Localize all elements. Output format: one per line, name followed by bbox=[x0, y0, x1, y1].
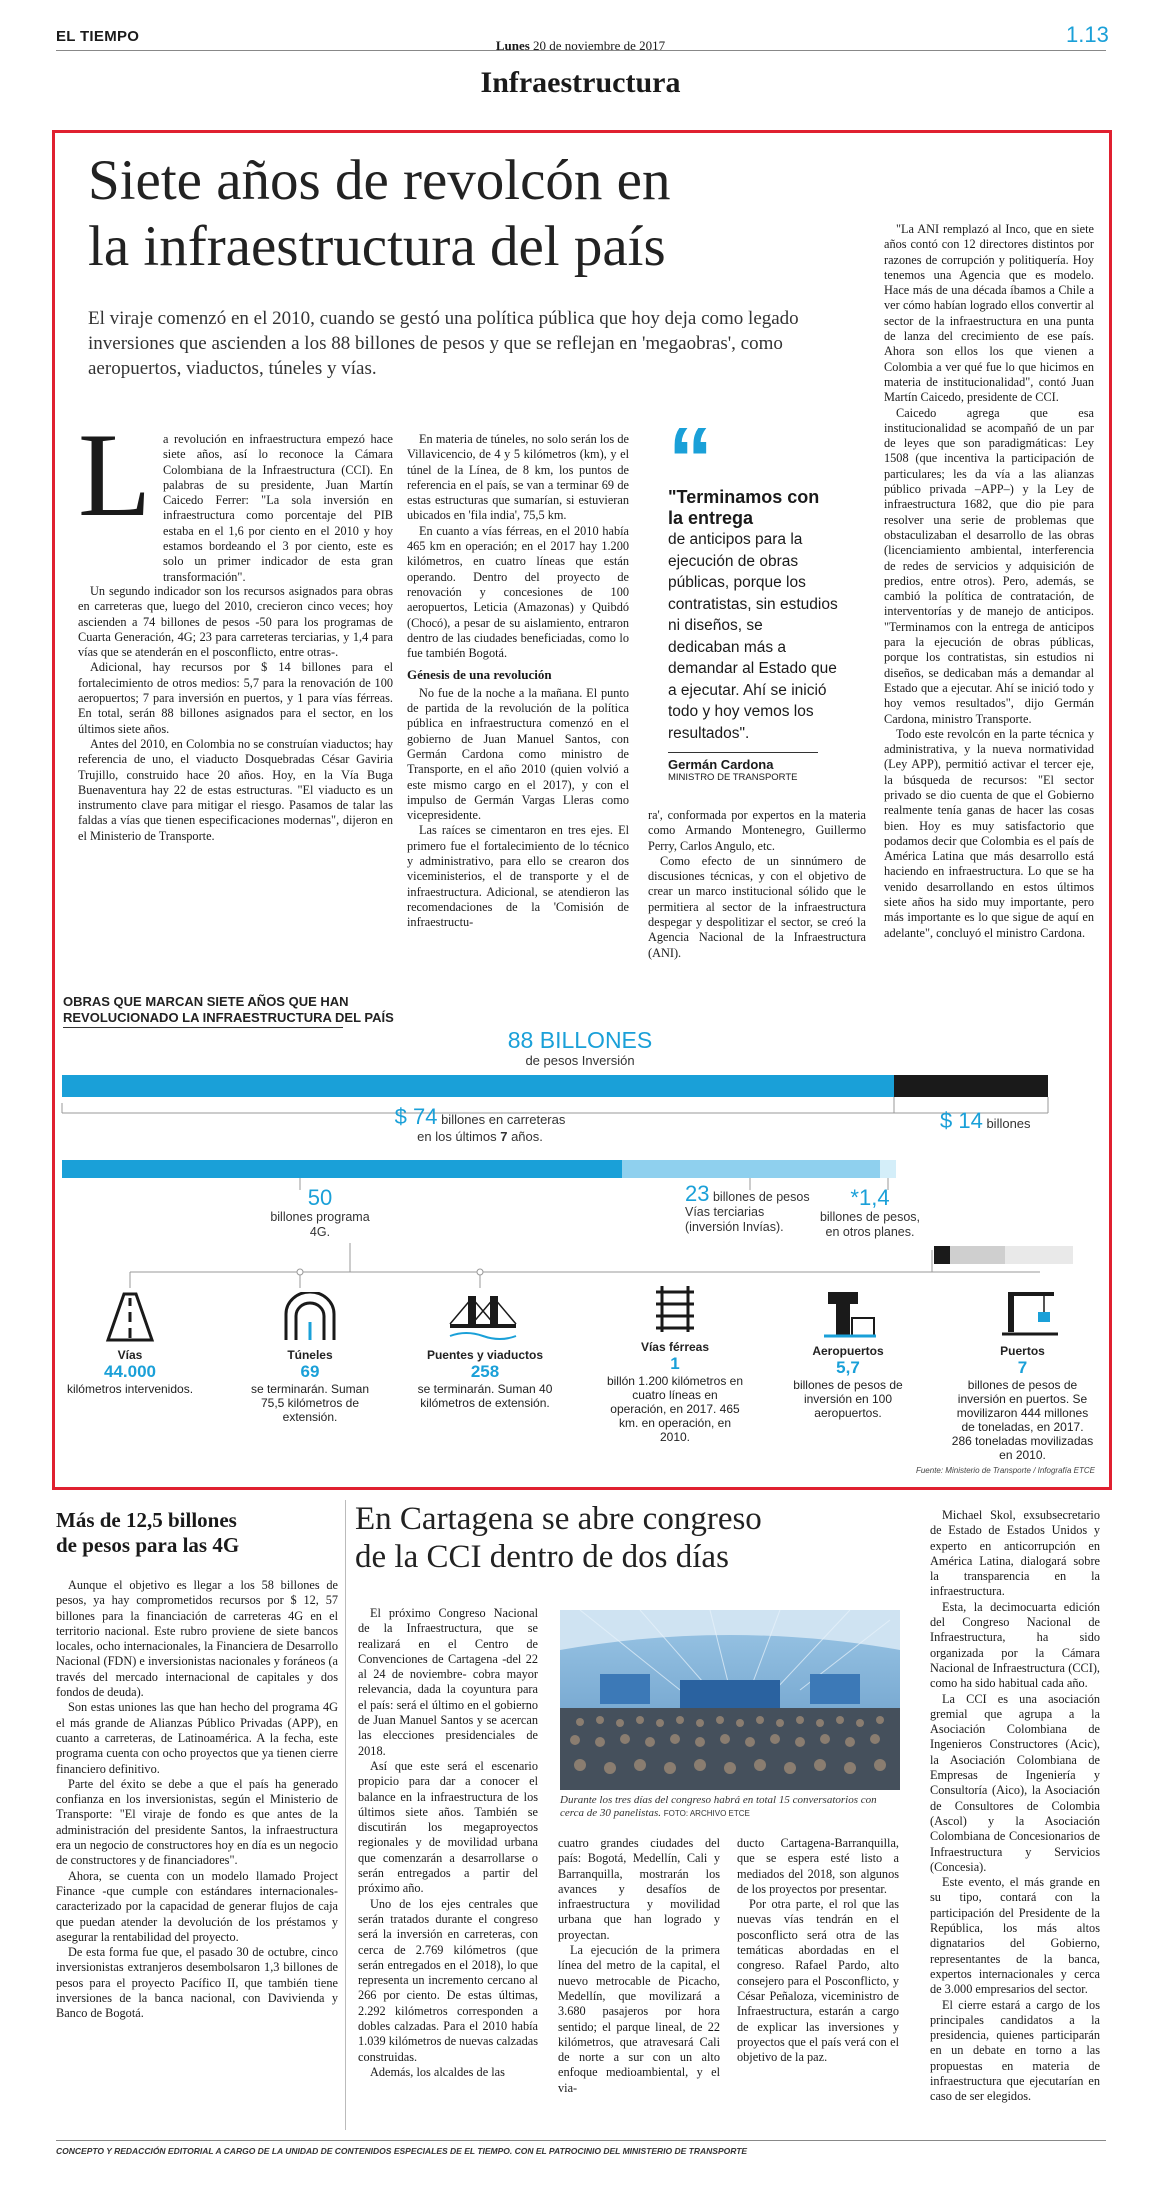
footer-credit: CONCEPTO Y REDACCIÓN EDITORIAL A CARGO DE LA UNIDAD DE CONTENIDOS ESPECIALES DE EL TIEMPO. CON EL PATROCINIO DEL MINISTERIO DE TRANSPORTE bbox=[56, 2146, 748, 2156]
main-col3-para: ra', conformada por expertos en la materia como Armando Montenegro, Guillermo Perry, Carlos Angulo, etc. bbox=[648, 808, 866, 853]
item-puertos bbox=[950, 1344, 1095, 1462]
main-col2-para: No fue de la noche a la mañana. El punto de partida de la revolución de la política pública en infraestructura comenzó en el gobierno de Juan Manuel Santos, con Germán Cardona como ministro de Transporte, en el año 2010 (quien volvió a este mismo cargo en el 2017), y con el impulso de Germán Vargas Lleras como vicepresidente. bbox=[407, 685, 629, 823]
congress-headline bbox=[355, 1500, 915, 1576]
side-para: Aunque el objetivo es llegar a los 58 billones de pesos, ya hay comprometidos recursos por $ 12, 57 billones para la financiación de carreteras 4G en el territorio nacional. Este rubro proviene de siete bancos locales, ocho internacionales, la Financiera de Desarrollo Nacional (FDN) e inversionistas nacionales y foráneos (a través del mercado internacional de capitales y dos fondos de deuda). bbox=[56, 1578, 338, 1700]
roads-label-2a: en los últimos bbox=[417, 1129, 501, 1144]
item-puentes-title: Puentes y viaductos bbox=[426, 1348, 544, 1362]
main-col2-para: En materia de túneles, no solo serán los de Villavicencio, de 4 y 5 kilómetros (km), y el túnel de la Línea, de 8 km, los puntos de referencia en el país, se van a terminar 69 de estas estructuras que sumarían, si estuvieran ubicados en 'fila india', 75,5 km. bbox=[407, 432, 629, 523]
bar-otros-planes bbox=[880, 1160, 896, 1178]
side-para: Ahora, se cuenta con un modelo llamado Project Finance -que cumple con estándares internacionales- caracterizado por la capacidad de generar flujos de caja que puedan atender la devolución de los préstamos y asegurar la rentabilidad del proyecto. bbox=[56, 1868, 338, 1944]
main-col4-para: "La ANI remplazó al Inco, que en siete años contó con 12 directores distintos por razones de corrupción y politiquería. Hoy tenemos una Agencia que es modelo. Hace más de una década íbamos a Chile a ver cómo habían logrado ellos convertir al sector de la infraestructura en una punta de lanza del crecimiento de ese país. Ahora son ellos los que vienen a Colombia a ver qué fue lo que hicimos en materia de institucionalidad", contó Juan Martín Caicedo, presidente de CCI. bbox=[884, 222, 1094, 405]
side-headline bbox=[56, 1508, 336, 1558]
breakdown-terciarias-value: 23 bbox=[685, 1181, 710, 1206]
pull-quote bbox=[668, 410, 838, 783]
side-headline-line-2: de pesos para las 4G bbox=[56, 1533, 240, 1557]
item-tuneles-text: se terminarán. Suman 75,5 kilómetros de extensión. bbox=[250, 1382, 370, 1424]
congress-col1-para: Además, los alcaldes de las bbox=[370, 2064, 505, 2079]
main-col2-subhead: Génesis de una revolución bbox=[407, 667, 552, 683]
infographic-title-rule bbox=[63, 1027, 343, 1028]
section-title: Infraestructura bbox=[480, 66, 681, 99]
bar-others-dark bbox=[934, 1246, 950, 1264]
congress-col1-para: Así que este será el escenario propicio para dar a conocer el balance en la infraestructura de los últimos siete años. También se discutirán los megaproyectos regionales y de movilidad urbana que comenzarán a desarrollarse o serán entregados a partir del próximo año. bbox=[358, 1758, 538, 1896]
breakdown-otros bbox=[815, 1186, 925, 1240]
side-column bbox=[56, 1578, 338, 2022]
congress-col3-para: ducto Cartagena-Barranquilla, que se espera esté listo a mediados del 2018, son algunos de los proyectos por presentar. bbox=[737, 1836, 899, 1896]
road-icon bbox=[100, 1292, 160, 1342]
side-para: Parte del éxito se debe a que el país ha generado confianza en los inversionistas, según el Ministerio de Transporte: "El viraje de fondo es que antes de la administración del presidente Santos, la infraestructura era un negocio de constructores hoy en día es un negocio de constructores y de financiadores". bbox=[56, 1776, 338, 1868]
breakdown-4g-value: 50 bbox=[307, 1185, 333, 1210]
main-col3-para: Como efecto de un sinnúmero de discusiones técnicas, y con el objetivo de crear un marco institucional sólido que le permitiera al sector de la infraestructura despegar y despolitizar el sector, se creó la Agencia Nacional de la Infraestructura (ANI). bbox=[648, 853, 866, 960]
quote-role: MINISTRO DE TRANSPORTE bbox=[668, 772, 798, 783]
main-headline-line-2: la infraestructura del país bbox=[88, 215, 666, 278]
item-vias-value: 44.000 bbox=[104, 1362, 156, 1381]
breakdown-otros-value: *1,4 bbox=[850, 1185, 890, 1210]
others-total bbox=[940, 1108, 1031, 1134]
item-puertos-title: Puertos bbox=[1000, 1344, 1045, 1358]
roads-total bbox=[330, 1104, 630, 1145]
congress-column-2 bbox=[558, 1836, 720, 2096]
newspaper-logo: EL TIEMPO bbox=[56, 28, 140, 45]
main-col4-para: Caicedo agrega que esa institucionalidad se acompañó de un par de leyes que son paradigmáticas: Ley 1508 (que incentiva la participación de particulares; les da vía a las alianzas público privada –APP–) y la Ley de infraestructura 1682, que dio pie para resolver una serie de problemas que obstaculizaban el desarrollo de las obras (licenciamiento ambiental, interferencia de redes de servicios y adquisición de predios, entre otros). Pero, además, se cambió la política de contratación, de interventorías y de manejo de anticipos. "Terminamos con la entrega de anticipos para la ejecución de obras públicas, porque los contratistas, sin estudios ni diseños, se dedicaban más a demandar al Estado que a ejecutar. Ahí se inició todo y hoy vemos resultados", dijo Germán Cardona, ministro Transporte. bbox=[884, 405, 1094, 726]
congress-col2-para: cuatro grandes ciudades del país: Bogotá, Medellín, Cali y Barranquilla, mostrarán los avances y desafíos de infraestructura y movilidad urbana que han logrado y proyectan. bbox=[558, 1836, 720, 1942]
quote-lead: "Terminamos con la entrega bbox=[668, 487, 820, 528]
date-day: Lunes bbox=[495, 38, 530, 53]
main-column-3 bbox=[648, 808, 866, 961]
roads-years: 7 bbox=[500, 1129, 508, 1144]
main-column-1-cont bbox=[78, 584, 393, 844]
quote-author: Germán Cardona bbox=[668, 757, 774, 772]
roads-value: $ 74 bbox=[394, 1104, 438, 1129]
item-tuneles bbox=[245, 1348, 375, 1424]
photo-credit: FOTO: ARCHIVO ETCE bbox=[663, 1809, 750, 1818]
photo-caption bbox=[560, 1794, 900, 1820]
infographic-title-line-2: REVOLUCIONADO LA INFRAESTRUCTURA DEL PAÍS bbox=[63, 1010, 394, 1025]
bar-4g bbox=[62, 1160, 622, 1178]
congress-col4-para: Este evento, el más grande en su tipo, contará con la participación del Presidente de la República, los más altos dignatarios del Gobierno, representantes de la banca, expertos internacionales y cerca de 3.000 empresarios del sector. bbox=[930, 1875, 1100, 1997]
congress-photo bbox=[560, 1610, 900, 1790]
congress-col3-para: Por otra parte, el rol que las nuevas vías tendrán en el posconflicto será otra de las temáticas abordadas en el congreso. Rafael Pardo, alto consejero para el Posconflicto, y César Peñaloza, viceministro de Infraestructura, estarán a cargo de explicar las inversiones y proyectos que el país verá con el objetivo de la paz. bbox=[737, 1897, 899, 2065]
congress-col2-para: La ejecución de la primera línea del metro de la capital, el nuevo metrocable de Picacho, Medellín, que movilizará a 3.680 pasajeros por hora sentido; el parque lineal, de 22 kilómetros, que atravesará Cali de norte a sur con un alto enfoque medioambiental, y el via- bbox=[558, 1943, 720, 2095]
item-puertos-value: 7 bbox=[1017, 1358, 1028, 1377]
item-puentes-value: 258 bbox=[470, 1362, 500, 1381]
item-puertos-text: billones de pesos de inversión en puertos. Se movilizaron 444 millones de toneladas, en 2017. 286 toneladas movilizadas en 2010. bbox=[951, 1378, 1094, 1462]
item-ferreas-text: billón 1.200 kilómetros en cuatro líneas en operación, en 2017. 465 km. en operación, en 2010. bbox=[606, 1374, 744, 1444]
congress-column-1 bbox=[358, 1606, 538, 2080]
drop-cap: L bbox=[78, 408, 152, 541]
item-ferreas-title: Vías férreas bbox=[640, 1340, 710, 1354]
main-column-4 bbox=[884, 222, 1094, 941]
item-puentes-text: se terminarán. Suman 40 kilómetros de extensión. bbox=[417, 1382, 553, 1410]
item-vias-text: kilómetros intervenidos. bbox=[66, 1382, 194, 1396]
breakdown-terciarias-label: billones de pesos Vías terciarias (inversión Invías). bbox=[685, 1190, 810, 1234]
congress-column-3 bbox=[737, 1836, 899, 2065]
item-aeropuertos-text: billones de pesos de inversión en 100 aeropuertos. bbox=[793, 1378, 903, 1420]
railway-icon bbox=[650, 1284, 700, 1334]
congress-headline-line-1: En Cartagena se abre congreso bbox=[355, 1501, 762, 1537]
main-col1-para: a revolución en infraestructura empezó hace siete años, así lo reconoce la Cámara Colombiana de la Infraestructura (CCI). En palabras de su presidente, Juan Martín Caicedo Ferrer: "La sola inversión en infraestructura como porcentaje del PIB estaba en el 1,6 por ciento en el 2010 y hoy estamos bordeando el 3 por ciento, este es solo un primer indicador de esta gran transformación". bbox=[163, 432, 393, 584]
item-ferreas-value: 1 bbox=[670, 1354, 680, 1373]
date-rest: 20 de noviembre de 2017 bbox=[533, 38, 666, 53]
port-crane-icon bbox=[1000, 1288, 1060, 1338]
bar-terciarias bbox=[622, 1160, 880, 1178]
infographic-title bbox=[63, 994, 394, 1026]
total-bar-others bbox=[894, 1075, 1048, 1097]
breakdown-4g bbox=[265, 1186, 375, 1240]
bar-puertos bbox=[1005, 1246, 1073, 1264]
total-bar-roads bbox=[62, 1075, 894, 1097]
page-number: 1.13 bbox=[1066, 22, 1109, 47]
quote-mark-icon: “ bbox=[668, 410, 713, 510]
congress-col4-para: Michael Skol, exsubsecretario de Estado de Estados Unidos y experto en anticorrupción en América Latina, dialogará sobre la transparencia en la infraestructura. bbox=[930, 1508, 1100, 1599]
tunnel-icon bbox=[280, 1292, 340, 1342]
item-vias-ferreas bbox=[605, 1340, 745, 1444]
bridge-icon bbox=[448, 1292, 518, 1342]
item-tuneles-title: Túneles bbox=[287, 1348, 333, 1362]
congress-column-4 bbox=[930, 1508, 1100, 2105]
side-para: De esta forma fue que, el pasado 30 de octubre, cinco inversionistas extranjeros desembolsaron 1,3 billones de pesos para el proyecto Pacífico II, que también tiene inversiones de la banca nacional, con Davivienda y Banco de Bogotá. bbox=[56, 1945, 338, 2021]
airport-tower-icon bbox=[818, 1288, 878, 1340]
issue-date bbox=[0, 38, 1161, 54]
side-headline-line-1: Más de 12,5 billones bbox=[56, 1508, 237, 1532]
main-col1-para: Adicional, hay recursos por $ 14 billones para el fortalecimiento de otros medios: 5,7 para la renovación de 100 aeropuertos; 7 para inversión en puertos, y 1 para vías férreas. En total, serán 88 billones asignados para el sector, en los últimos siete años. bbox=[78, 660, 393, 736]
total-label: de pesos Inversión bbox=[525, 1053, 635, 1068]
item-aeropuertos-value: 5,7 bbox=[836, 1358, 860, 1377]
total-value: 88 BILLONES bbox=[507, 1027, 653, 1053]
main-col4-para: Todo este revolcón en la parte técnica y administrativa, y la nueva normatividad (Ley APP), permitió activar el tercer eje, la búsqueda de recursos: "El sector privado se dio cuenta de que el Gobierno realmente tenía ganas de hacer las cosas bien. Hoy es muy satisfactorio que podamos decir que Colombia es el país de América Latina que más desarrollo está haciendo en infraestructura. Lo que se ha venido desarrollando en estos últimos siete años ha sido muy importante, pero más importante es lo que sigue de aquí en adelante", concluyó el ministro Cardona. bbox=[884, 726, 1094, 940]
roads-label: billones en carreteras bbox=[441, 1112, 566, 1127]
roads-label-2c: años. bbox=[507, 1129, 543, 1144]
main-headline bbox=[88, 148, 868, 280]
breakdown-terciarias bbox=[685, 1181, 815, 1235]
breakdown-4g-label: billones programa 4G. bbox=[270, 1210, 370, 1239]
quote-text: de anticipos para la ejecución de obras públicas, porque los contratistas, sin estudios ni diseños, se dedicaban más a demandar al Estado que a ejecutar. Ahí se inició todo y hoy vemos los resultados". bbox=[668, 531, 838, 742]
bar-aeropuertos bbox=[950, 1246, 1005, 1264]
item-vias bbox=[65, 1348, 195, 1396]
main-col1-para: Antes del 2010, en Colombia no se construían viaductos; hay referencia de uno, el viaducto Dosquebradas César Gaviria Trujillo, construido hace 20 años. Hoy, en la Vía Buga Buenaventura hay 22 de estas estructuras. "El viaducto es un instrumento clave para mitigar el riesgo. Pasamos de talar las faldas a vías que tienen especificaciones modernas", dijeron en el Ministerio de Transporte. bbox=[78, 736, 393, 843]
infographic-source: Fuente: Ministerio de Transporte / Infografía ETCE bbox=[915, 1466, 1095, 1475]
side-divider bbox=[345, 1500, 346, 2130]
congress-col4-para: Esta, la decimocuarta edición del Congreso Nacional de Infraestructura, ha sido organizada por la Cámara Nacional de Infraestructura (CCI), como ha sido habitual cada año. bbox=[930, 1599, 1100, 1691]
congress-headline-line-2: de la CCI dentro de dos días bbox=[355, 1539, 729, 1575]
congress-col4-para: La CCI es una asociación gremial que agrupa a la Asociación Colombiana de Ingenieros Constructores (Acic), la Asociación Colombiana de Empresas de Ingeniería y Consultoría (Aico), la Asociación de Consultores de Colombia (Ascol) y la Asociación Colombiana de Concesionarios de Infraestructura y Servicios (Concesia). bbox=[930, 1691, 1100, 1874]
item-vias-title: Vías bbox=[117, 1348, 143, 1362]
item-puentes bbox=[415, 1348, 555, 1410]
main-headline-line-1: Siete años de revolcón en bbox=[88, 149, 671, 212]
congress-col4-para: El cierre estará a cargo de los principales candidatos a la presidencia, quienes participarán en un debate en torno a las propuestas en materia de infraestructura que ejecutarían en caso de ser elegidos. bbox=[930, 1997, 1100, 2104]
main-col2-para: En cuanto a vías férreas, en el 2010 había 465 km en operación; en el 2017 hay 1.200 kilómetros, en cuatro líneas que están operando. Dentro del proyecto de renovación y concesiones de 100 aeropuertos, Leticia (Amazonas) y Quibdó (Chocó), a pesar de su aislamiento, entraron dentro de las ciudades beneficiadas, como lo fue también Bogotá. bbox=[407, 523, 629, 661]
infographic-title-line-1: OBRAS QUE MARCAN SIETE AÑOS QUE HAN bbox=[63, 994, 349, 1009]
item-tuneles-value: 69 bbox=[300, 1362, 320, 1381]
congress-col1-para: Uno de los ejes centrales que serán tratados durante el congreso será la inversión en carreteras, con cerca de 2.769 kilómetros (que serán entregados en el 2018), lo que representa un incremento cercano al 266 por ciento. De estas últimas, 2.292 kilómetros corresponden a dobles calzadas. Para el 2010 había 1.039 kilómetros de nuevas calzadas construidas. bbox=[358, 1896, 538, 2064]
main-column-2 bbox=[407, 432, 629, 931]
main-deck: El viraje comenzó en el 2010, cuando se gestó una política pública que hoy deja como legado inversiones que ascienden a los 88 billones de pesos y que se reflejan en 'megaobras', como aeropuertos, viaductos, túneles y vías. bbox=[88, 308, 799, 379]
congress-col1-para: El próximo Congreso Nacional de la Infraestructura, que se realizará en el Centro de Convenciones de Cartagena -del 22 al 24 de noviembre- cobra mayor relevancia, dada la coyuntura para el país: será el último en el gobierno de Juan Manuel Santos y se acercan las elecciones presidenciales de 2018. bbox=[358, 1606, 538, 1758]
main-col2-para: Las raíces se cimentaron en tres ejes. El primero fue el fortalecimiento de lo técnico y administrativo, para ello se crearon dos viceministerios, el de transporte y el de infraestructura. Adicional, se atendieron las recomendaciones de la 'Comisión de infraestructu- bbox=[407, 823, 629, 930]
others-label: billones bbox=[986, 1116, 1031, 1131]
item-aeropuertos bbox=[778, 1344, 918, 1420]
main-column-1 bbox=[163, 432, 393, 585]
photo-caption-text: Durante los tres días del congreso habrá en total 15 conversatorios con cerca de 30 panelistas. bbox=[560, 1794, 877, 1819]
main-col1-para: Un segundo indicador son los recursos asignados para obras en carreteras que, luego del 2010, crecieron cinco veces; hoy ascienden a 74 billones de pesos -50 para los programas de Cuarta Generación, 4G; 23 para carreteras terciarias, y 1,4 para vías que se atenderán en el posconflicto, entre otras-. bbox=[78, 584, 393, 660]
side-para: Son estas uniones las que han hecho del programa 4G el más grande de Alianzas Público Privadas (APP), en cuanto a carreteras, de Latinoamérica. A la fecha, este programa cuenta con ocho proyectos que ya tienen cierre financiero definitivo. bbox=[56, 1700, 338, 1776]
breakdown-otros-label: billones de pesos, en otros planes. bbox=[819, 1210, 921, 1239]
others-value: $ 14 bbox=[940, 1108, 983, 1133]
masthead-rule bbox=[56, 50, 1106, 51]
item-aeropuertos-title: Aeropuertos bbox=[812, 1344, 884, 1358]
footer-rule bbox=[56, 2140, 1106, 2141]
